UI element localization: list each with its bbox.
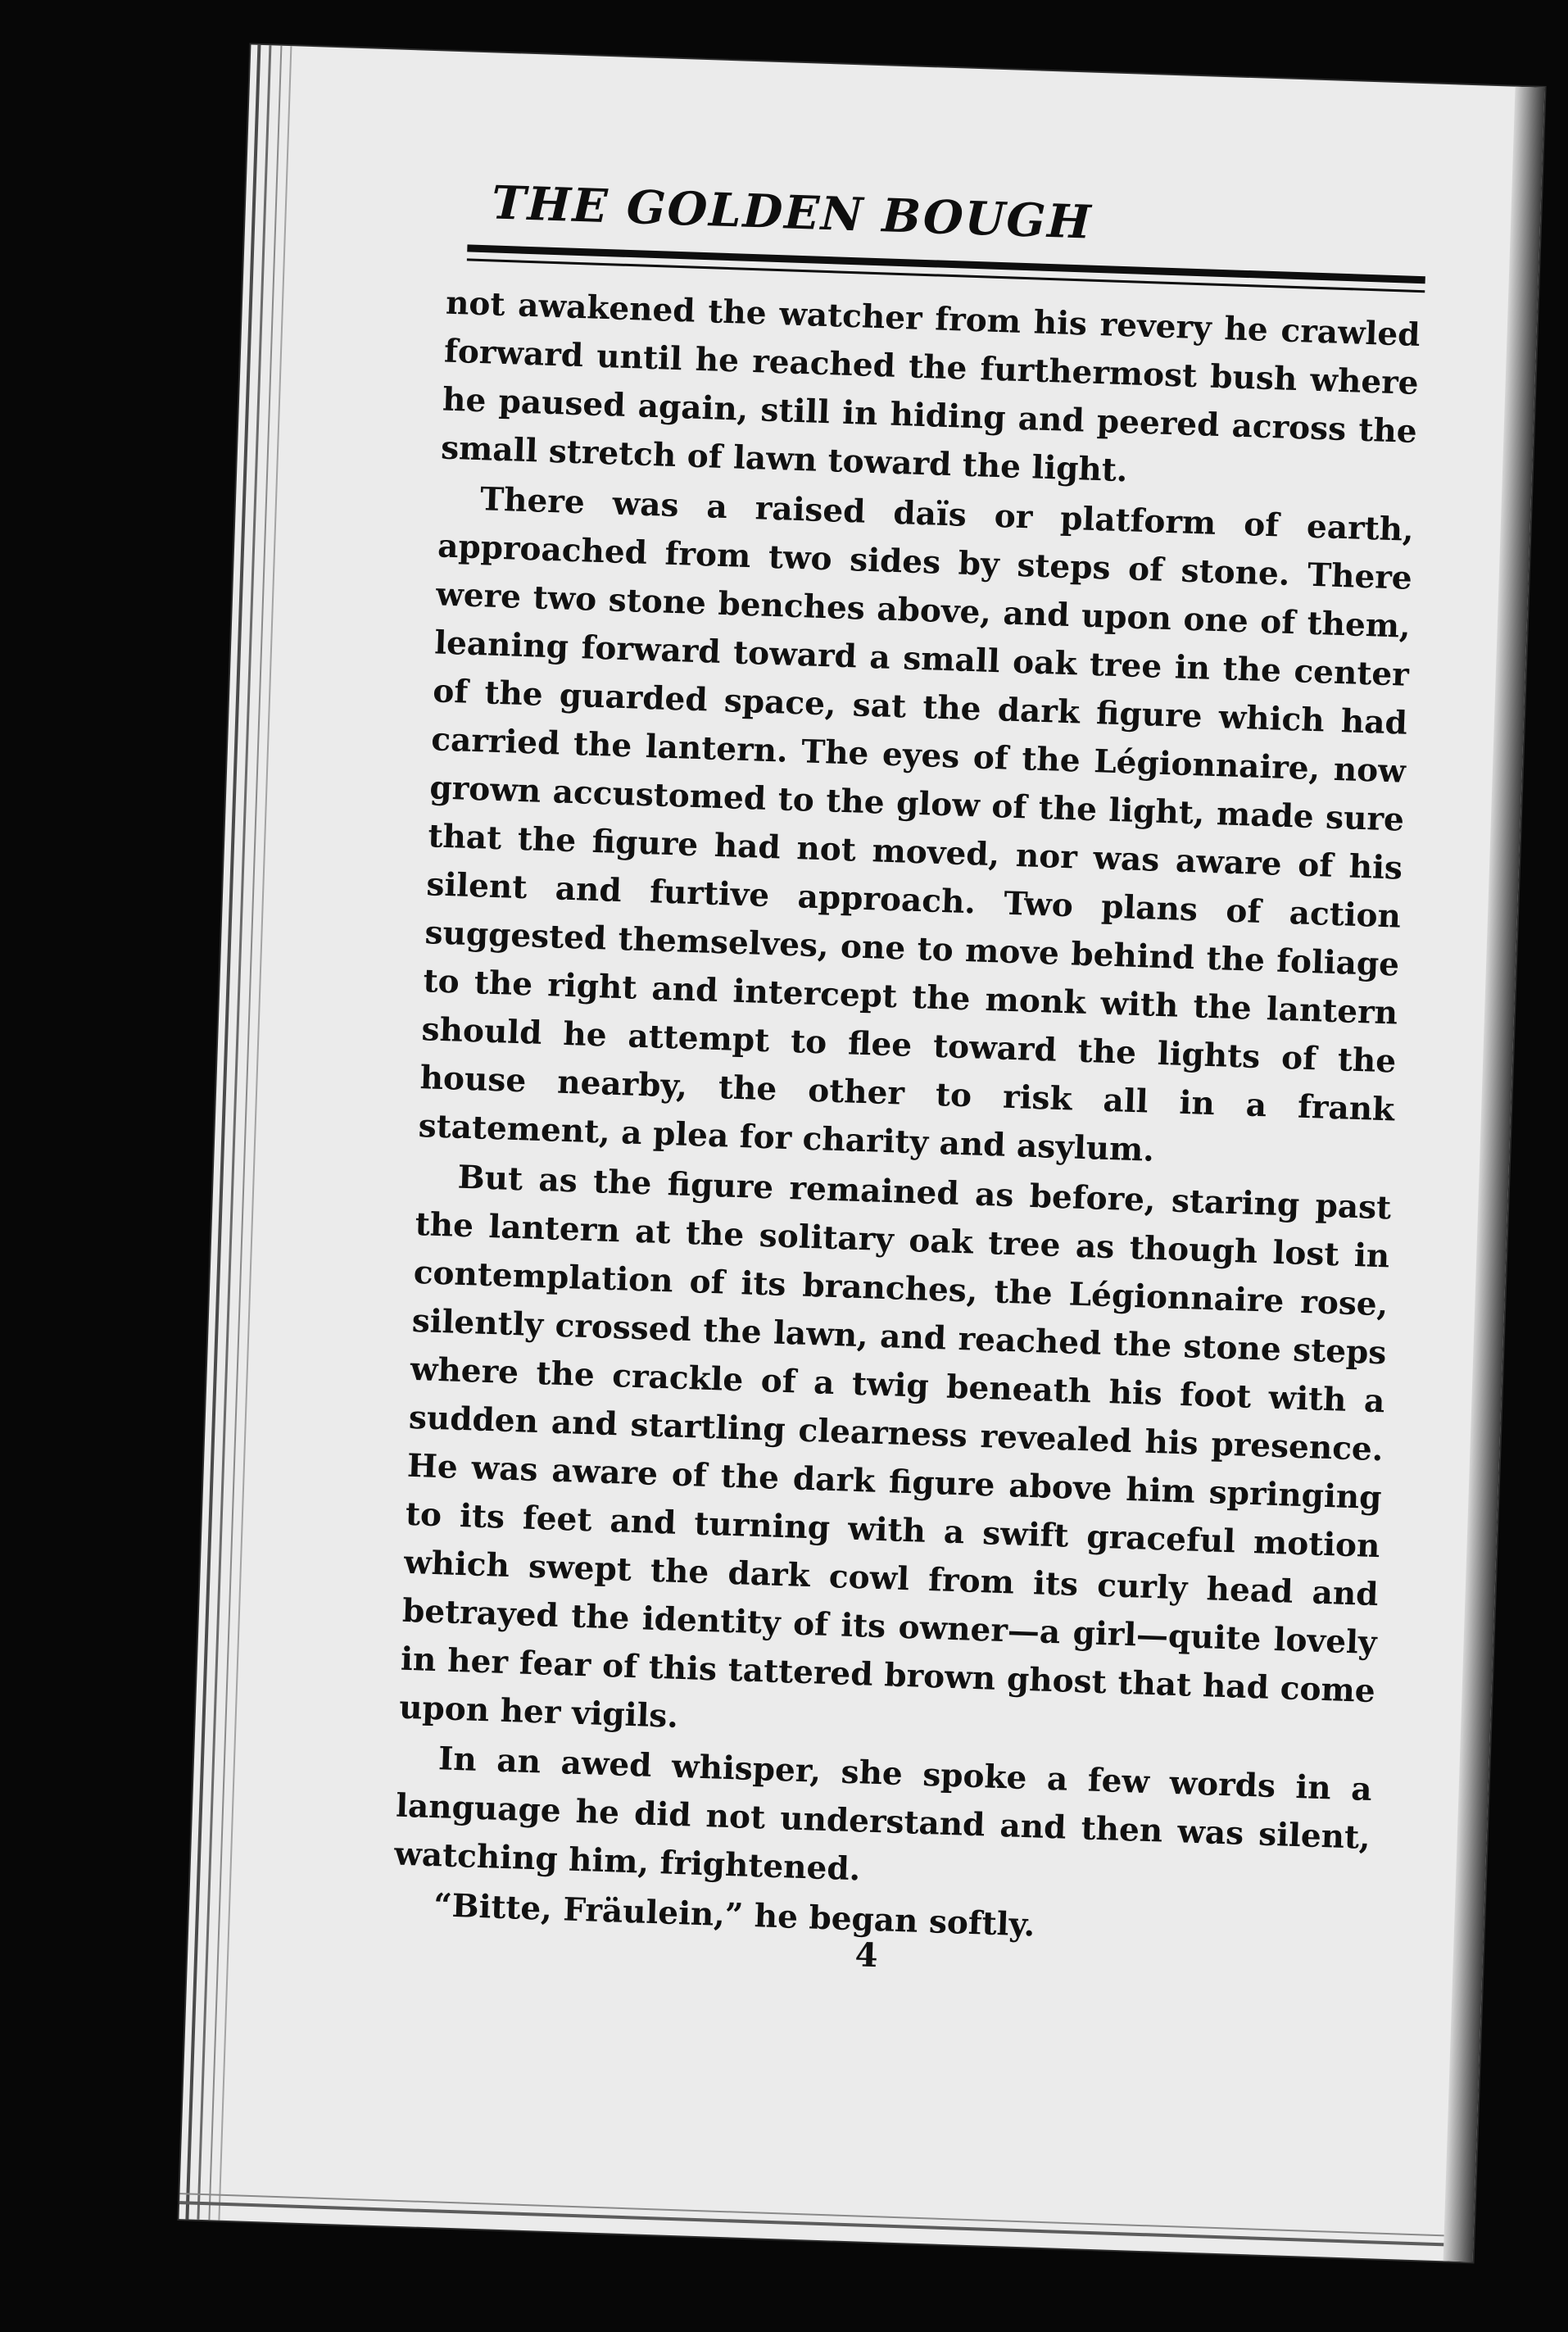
paragraph: In an awed whisper, she spoke a few words in a language he did not understand and then was silent, watching him, frightened. — [393, 1740, 1373, 1889]
page-stack-edge — [185, 45, 261, 2220]
page-bottom-edge — [179, 2201, 1473, 2247]
paragraph: But as the figure remained as before, staring past the lantern at the solitary oak tree as though lost in contemplation of its branches, the Légionnaire rose, silently crossed the lawn, and reached the stone steps where the crackle of a twig beneath his foot with a sudden and startling clearness revealed his presence. He was aware of the dark figure above him springing to its feet and turning with a swift graceful motion which swept the dark cowl from its curly head and betrayed the identity of its owner—a girl—quite lovely in her fear of this tattered brown ghost that had come upon her vigils. — [398, 1158, 1392, 1735]
page-stack-edge — [208, 46, 282, 2221]
body-text — [392, 279, 1421, 1961]
page-bottom-edge — [179, 2193, 1473, 2237]
running-head: THE GOLDEN BOUGH — [491, 175, 1094, 250]
page-stack-edge — [197, 45, 271, 2220]
gutter-shadow — [1443, 87, 1545, 2262]
paragraph: not awakened the watcher from his revery he crawled forward until he reached the furthermost bush where he paused again, still in hiding and peered across the small stretch of lawn toward the light. — [440, 284, 1421, 490]
book-page — [179, 45, 1544, 2262]
page-number: 4 — [854, 1935, 879, 1976]
paragraph: “Bitte, Fräulein,” he began softly. — [433, 1886, 1036, 1944]
paragraph: There was a raised daïs or platform of earth, approached from two sides by steps of stone. There were two stone benches above, and upon one of them, leaning forward toward a small oak tree in the center of the guarded space, sat the dark figure which had carried the lantern. The eyes of the Légionnaire, now grown accustomed to the glow of the light, made sure that the figure had not moved, nor was aware of his silent and furtive approach. Two plans of action suggested themselves, one to move behind the foliage to the right and intercept the monk with the lantern should he attempt to flee toward the lights of the house nearby, the other to risk all in a frank statement, a plea for charity and asylum. — [418, 480, 1415, 1169]
page-stack-edge — [218, 46, 292, 2221]
